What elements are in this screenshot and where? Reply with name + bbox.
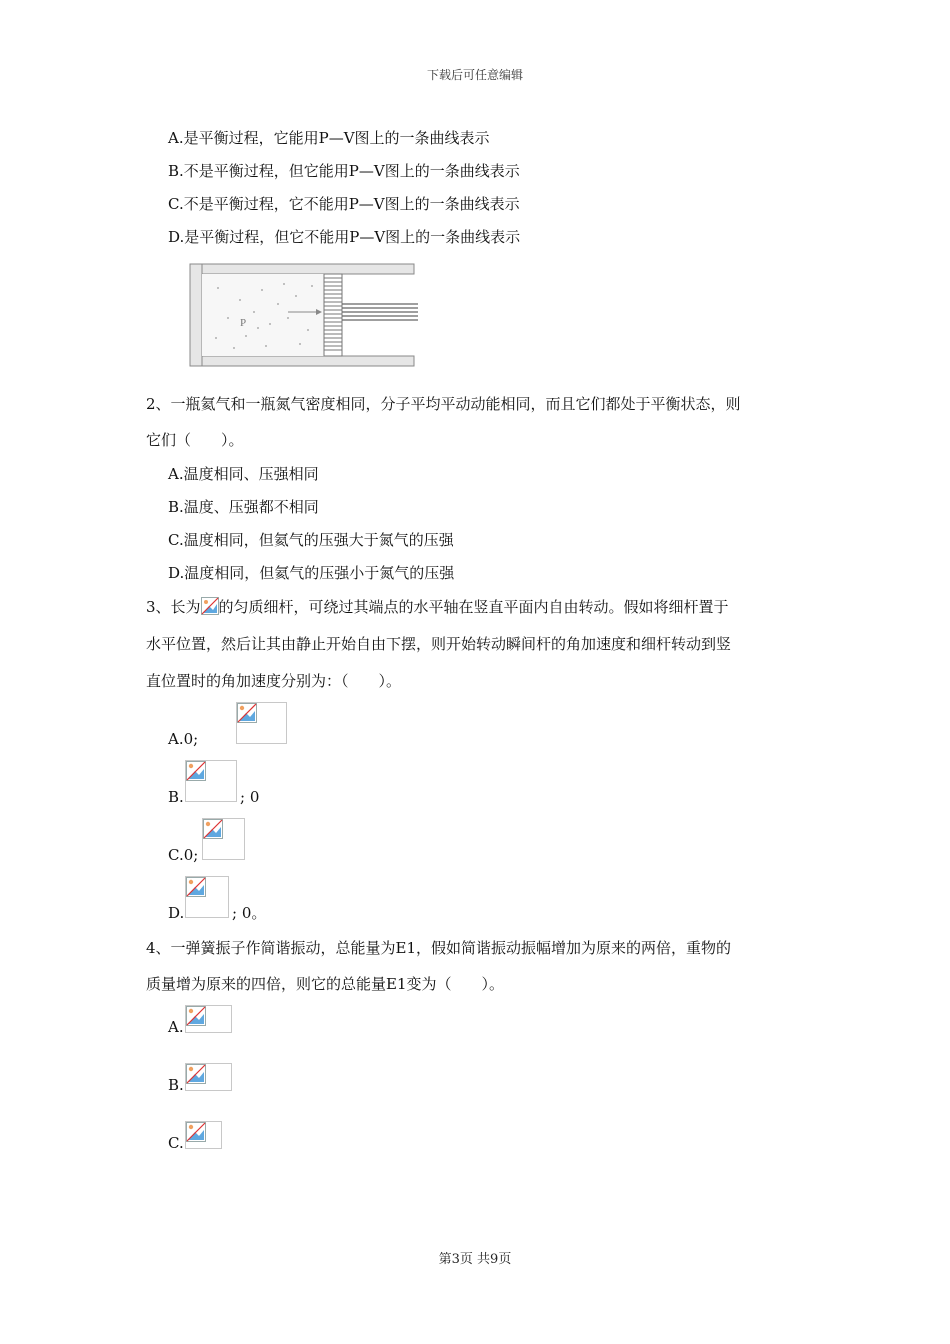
q3-option-b-image	[185, 760, 237, 802]
broken-image-icon	[201, 597, 219, 615]
page-footer: 第3页 共9页	[438, 1252, 512, 1267]
q3-option-d-image	[185, 876, 229, 918]
broken-image-icon	[237, 703, 257, 723]
broken-image-icon	[186, 1064, 206, 1084]
broken-image-icon	[203, 819, 223, 839]
q4-stem-line2: 质量增为原来的四倍，则它的总能量E1变为（ ）。	[146, 975, 504, 993]
q3-option-d-label: D.	[168, 904, 185, 922]
q4-option-c-image	[185, 1121, 222, 1149]
q2-option-d: D.温度相同，但氦气的压强小于氮气的压强	[168, 564, 455, 582]
page-header: 下载后可任意编辑	[426, 68, 523, 82]
q3-option-b-suffix: ; 0	[240, 788, 260, 806]
broken-image-icon	[186, 1122, 206, 1142]
q3-option-a: A.0;	[168, 730, 199, 748]
q1-option-d: D.是平衡过程，但它不能用P—V图上的一条曲线表示	[168, 228, 521, 246]
q1-option-c: C.不是平衡过程，它不能用P—V图上的一条曲线表示	[168, 195, 520, 213]
q3-stem-line2: 水平位置，然后让其由静止开始自由下摆，则开始转动瞬间杆的角加速度和细杆转动到竖	[146, 635, 732, 653]
q4-stem-line1: 4、一弹簧振子作简谐振动，总能量为E1，假如简谐振动振幅增加为原来的两倍，重物的	[146, 939, 732, 957]
q2-stem-line1: 2、一瓶氦气和一瓶氮气密度相同，分子平均平动动能相同，而且它们都处于平衡状态，则	[146, 395, 741, 413]
piston-cylinder-figure	[188, 260, 418, 370]
q3-option-a-image	[236, 702, 287, 744]
q4-option-b-image	[185, 1063, 232, 1091]
q3-stem-line1	[146, 597, 729, 617]
q3-option-c-image	[202, 818, 245, 860]
broken-image-icon	[186, 877, 206, 897]
q3-option-b-label: B.	[168, 788, 184, 806]
q4-option-a-label: A.	[168, 1018, 184, 1036]
q3-stem-line3: 直位置时的角加速度分别为：（ ）。	[146, 672, 402, 690]
q3-option-c: C.0;	[168, 846, 199, 864]
piston-cylinder-drawing	[188, 260, 418, 370]
q3-option-d-suffix: ; 0。	[232, 904, 267, 922]
q4-option-c-label: C.	[168, 1134, 184, 1152]
q2-option-c: C.温度相同，但氦气的压强大于氮气的压强	[168, 531, 454, 549]
q3-stem-line1-pre: 3、长为	[146, 598, 201, 616]
broken-image-icon	[186, 1006, 206, 1026]
q1-option-a: A.是平衡过程，它能用P—V图上的一条曲线表示	[168, 129, 490, 147]
q2-option-b: B.温度、压强都不相同	[168, 498, 319, 516]
q2-stem-line2: 它们（ ）。	[146, 431, 244, 449]
gas-pressure-label: P	[240, 317, 247, 329]
q1-option-b: B.不是平衡过程，但它能用P—V图上的一条曲线表示	[168, 162, 520, 180]
broken-image-icon	[186, 761, 206, 781]
q4-option-a-image	[185, 1005, 232, 1033]
q2-option-a: A.温度相同、压强相同	[168, 465, 319, 483]
q3-stem-line1-post: 的匀质细杆，可绕过其端点的水平轴在竖直平面内自由转动。假如将细杆置于	[218, 598, 729, 616]
q4-option-b-label: B.	[168, 1076, 184, 1094]
